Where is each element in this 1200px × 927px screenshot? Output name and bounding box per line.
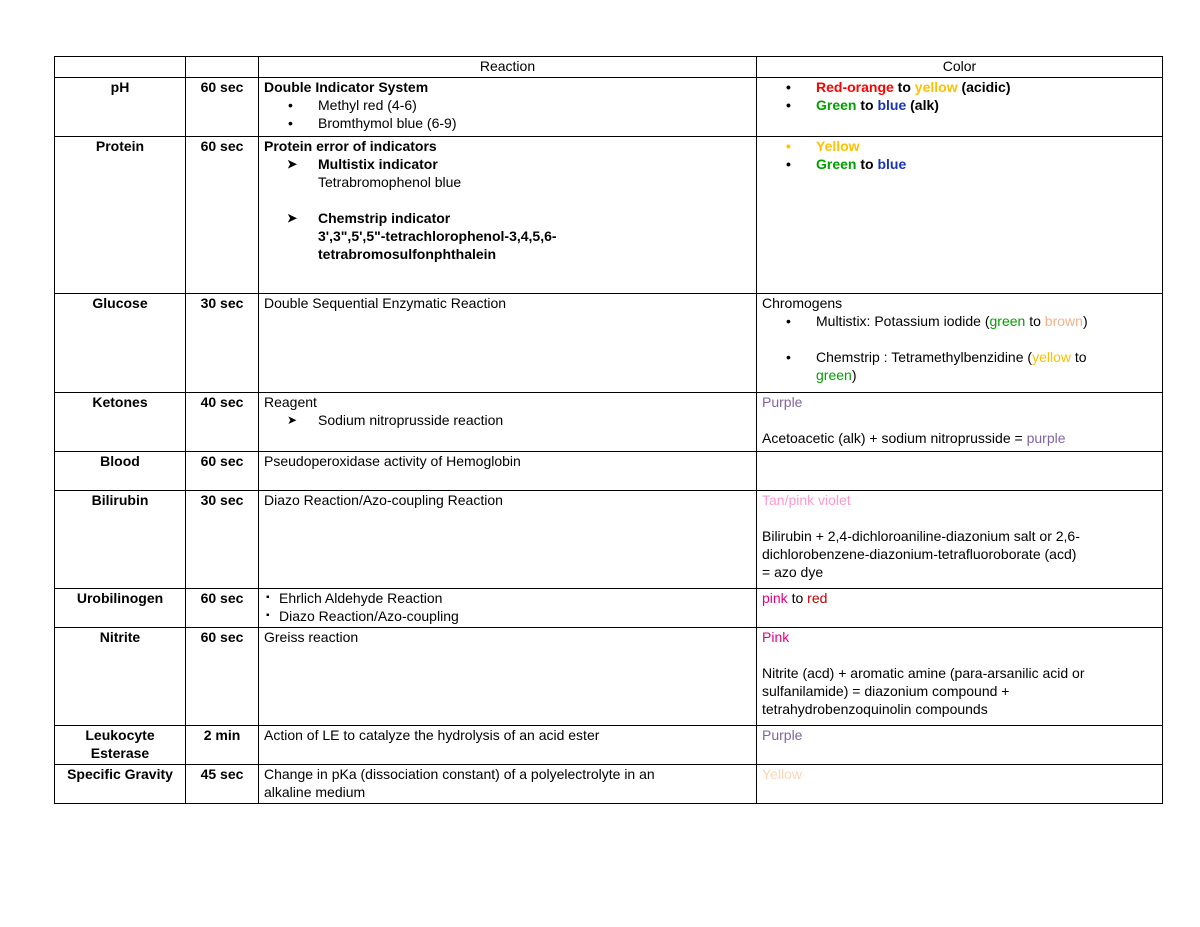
reaction-item: • Bromthymol blue (6-9) (264, 114, 751, 132)
reaction-item: ➤ Multistix indicator (287, 156, 438, 172)
color-cell (757, 452, 1163, 491)
color-item: • Red-orange to yellow (acidic) (762, 78, 1157, 96)
table-row-blood (55, 452, 1163, 491)
color-note: sulfanilamide) = diazonium compound + (762, 683, 1010, 699)
table-row-leukocyte (55, 726, 1163, 765)
table-row-specific-gravity (55, 765, 1163, 804)
reaction-cell: Diazo Reaction/Azo-coupling Reaction (259, 491, 757, 589)
color-item: • Yellow (762, 137, 1157, 155)
color-value: Pink (762, 629, 790, 645)
reaction-item: ▪ Diazo Reaction/Azo-coupling (264, 607, 751, 625)
reaction-title: Protein error of indicators (264, 138, 437, 154)
color-cell (757, 628, 1163, 726)
color-cell (757, 393, 1163, 452)
reaction-cell (259, 589, 757, 628)
test-time: 60 sec (186, 589, 259, 628)
reaction-item: ▪ Ehrlich Aldehyde Reaction (264, 589, 751, 607)
test-time: 40 sec (186, 393, 259, 452)
test-name: Protein (55, 137, 186, 294)
reaction-cell: Pseudoperoxidase activity of Hemoglobin (259, 452, 757, 491)
reaction-title: Double Indicator System (264, 79, 429, 95)
color-value: Purple (762, 394, 803, 410)
color-cell (757, 294, 1163, 393)
color-note: Acetoacetic (alk) + sodium nitroprusside = purple (762, 430, 1066, 446)
reaction-cell (259, 78, 757, 137)
test-time: 60 sec (186, 452, 259, 491)
urinalysis-reagent-strip-table (54, 56, 1163, 804)
color-note: dichlorobenzene-diazonium-tetrafluoroborate (acd) (762, 546, 1077, 562)
color-value: Tan/pink violet (762, 492, 851, 508)
reaction-item: • Methyl red (4-6) (264, 96, 751, 114)
table-row-ketones (55, 393, 1163, 452)
color-cell (757, 78, 1163, 137)
reaction-cell: Change in pKa (dissociation constant) of a polyelectrolyte in an alkaline medium (259, 765, 757, 804)
reaction-cell: Action of LE to catalyze the hydrolysis of an acid ester (259, 726, 757, 765)
reaction-detail: 3',3",5',5"-tetrachlorophenol-3,4,5,6- (318, 228, 557, 244)
test-name: Glucose (55, 294, 186, 393)
test-name: pH (55, 78, 186, 137)
reaction-item: ➤ Chemstrip indicator (287, 210, 451, 226)
table-row-urobilinogen (55, 589, 1163, 628)
test-name: Urobilinogen (55, 589, 186, 628)
header-test (55, 57, 186, 78)
color-note: Bilirubin + 2,4-dichloroaniline-diazonium salt or 2,6- (762, 528, 1080, 544)
arrow-bullet-icon: ➤ (287, 413, 298, 427)
test-name: Nitrite (55, 628, 186, 726)
table-row-nitrite (55, 628, 1163, 726)
reaction-detail: Tetrabromophenol blue (318, 174, 462, 190)
table-row-ph (55, 78, 1163, 137)
reaction-cell: Double Sequential Enzymatic Reaction (259, 294, 757, 393)
color-item: • Green to blue (762, 155, 1157, 173)
color-title: Chromogens (762, 295, 843, 311)
arrow-bullet-icon: ➤ (287, 211, 298, 225)
reaction-cell (259, 137, 757, 294)
color-note: tetrahydrobenzoquinolin compounds (762, 701, 988, 717)
color-cell (757, 137, 1163, 294)
test-time: 60 sec (186, 137, 259, 294)
arrow-bullet-icon: ➤ (287, 157, 298, 171)
test-time: 30 sec (186, 491, 259, 589)
table-row-bilirubin (55, 491, 1163, 589)
test-time: 30 sec (186, 294, 259, 393)
color-note: = azo dye (762, 564, 824, 580)
test-name: Ketones (55, 393, 186, 452)
header-time (186, 57, 259, 78)
reaction-detail: tetrabromosulfonphthalein (318, 246, 497, 262)
color-cell: Yellow (757, 765, 1163, 804)
reaction-title: Reagent (264, 394, 317, 410)
color-cell: Purple (757, 726, 1163, 765)
color-item: • Multistix: Potassium iodide (green to brown) (762, 312, 1157, 330)
table-row-glucose (55, 294, 1163, 393)
test-time: 60 sec (186, 628, 259, 726)
reaction-item: ➤ Sodium nitroprusside reaction (287, 412, 504, 428)
color-cell: pink to red (757, 589, 1163, 628)
header-reaction: Reaction (259, 57, 757, 78)
color-item: • Chemstrip : Tetramethylbenzidine (yellow to green) (762, 348, 1157, 384)
color-note: Nitrite (acd) + aromatic amine (para-arsanilic acid or (762, 665, 1085, 681)
table-header-row (55, 57, 1163, 78)
color-item: • Green to blue (alk) (762, 96, 1157, 114)
test-time: 45 sec (186, 765, 259, 804)
test-time: 60 sec (186, 78, 259, 137)
test-time: 2 min (186, 726, 259, 765)
table-row-protein (55, 137, 1163, 294)
test-name: Specific Gravity (55, 765, 186, 804)
test-name: Bilirubin (55, 491, 186, 589)
test-name: Leukocyte Esterase (55, 726, 186, 765)
reaction-cell (259, 393, 757, 452)
color-cell (757, 491, 1163, 589)
test-name: Blood (55, 452, 186, 491)
header-color: Color (757, 57, 1163, 78)
reaction-cell: Greiss reaction (259, 628, 757, 726)
